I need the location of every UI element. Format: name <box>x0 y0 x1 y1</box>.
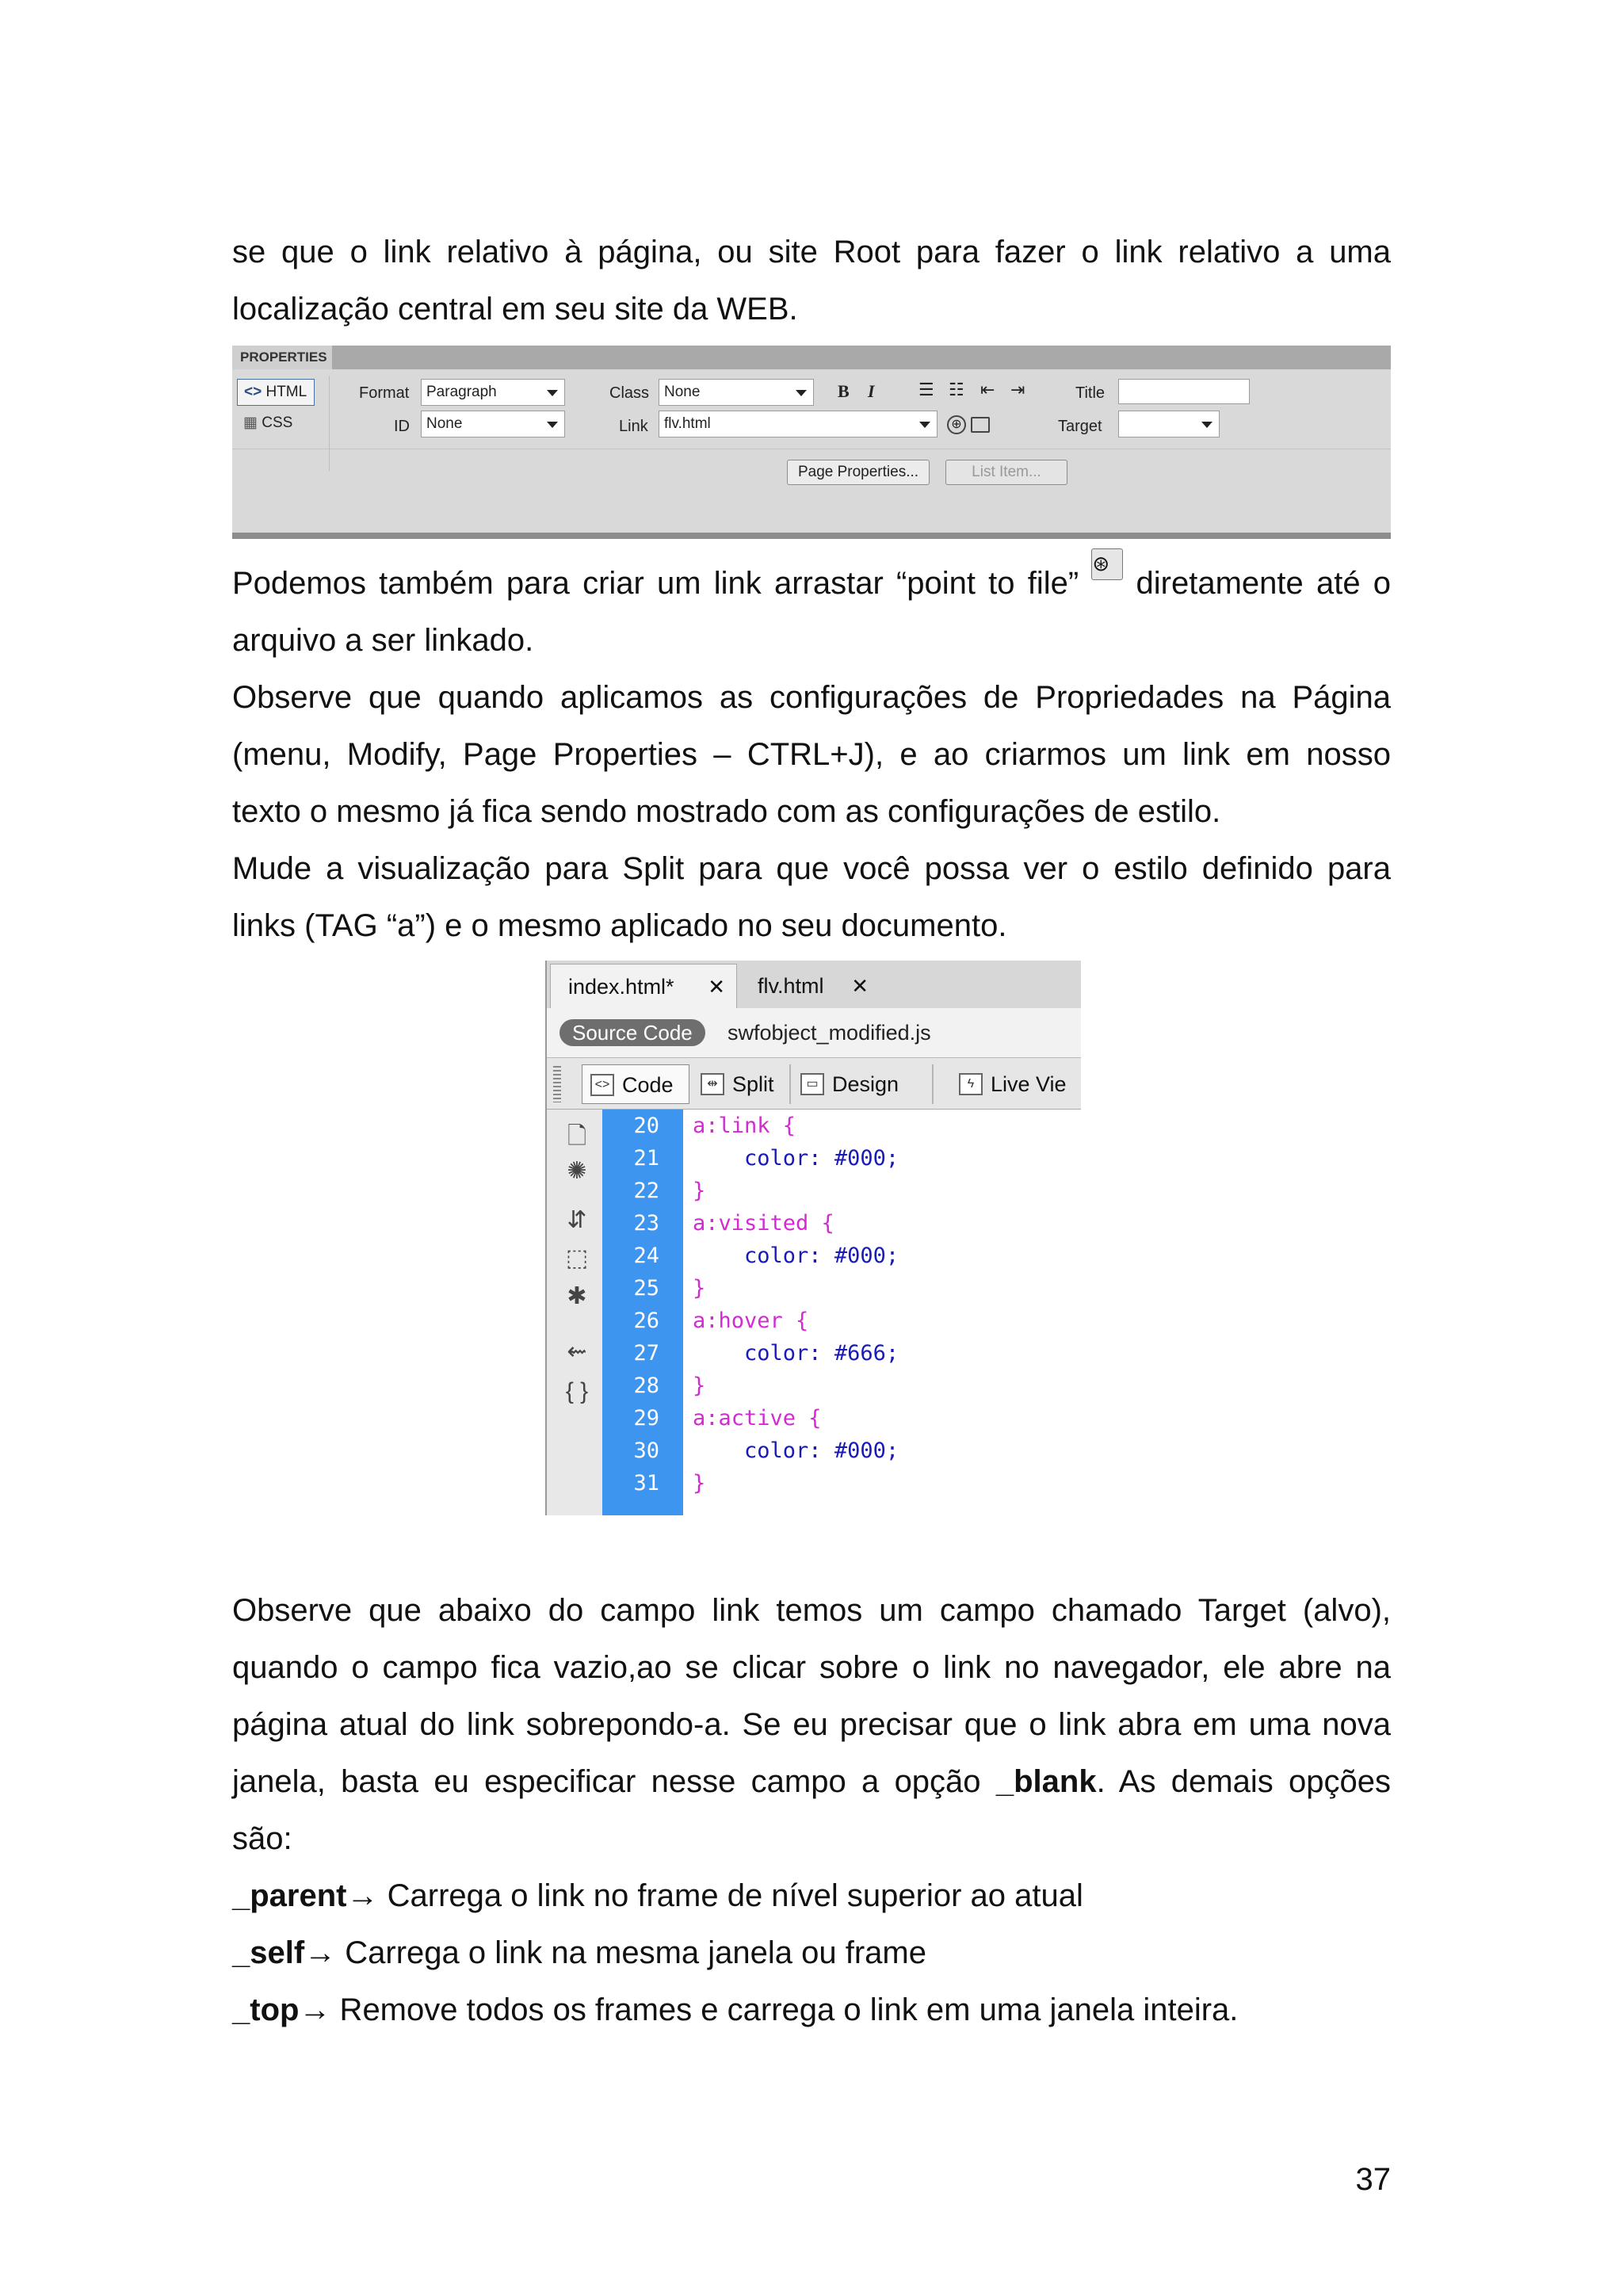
css-icon: ▦ <box>243 415 258 431</box>
ordered-list-icon[interactable]: ☷ <box>949 380 964 399</box>
apply-source-formatting-icon[interactable]: { } <box>565 1378 589 1404</box>
design-icon: ▭ <box>800 1073 824 1095</box>
target-options-list <box>232 1867 1391 2038</box>
code-line <box>693 1110 796 1142</box>
list-item <box>232 1924 1391 1981</box>
code-line <box>693 1305 808 1337</box>
code-line <box>693 1240 899 1272</box>
properties-panel <box>232 346 1391 539</box>
link-label: Link <box>619 418 648 435</box>
tab-index-html[interactable] <box>550 964 737 1008</box>
css-property: color: <box>693 1244 834 1268</box>
chevron-down-icon <box>547 422 558 428</box>
text-line: (menu, Modify, Page Properties – CTRL+J), e ao criarmos um link em nosso <box>232 737 1391 772</box>
option-blank: _blank <box>995 1764 1097 1799</box>
code-line <box>693 1467 705 1499</box>
css-brace: } <box>693 1373 706 1398</box>
text-fragment: diretamente até o <box>1136 566 1391 601</box>
css-brace: } <box>693 1179 706 1203</box>
button-label: Code <box>622 1073 674 1097</box>
select-parent-tag-icon[interactable]: ⬚ <box>565 1245 589 1271</box>
lightning-icon: ϟ <box>959 1073 983 1095</box>
option-name: _top <box>232 1992 300 2027</box>
format-value: Paragraph <box>426 384 497 400</box>
line-number: 24 <box>633 1244 659 1268</box>
text-line: arquivo a ser linkado. <box>232 623 534 658</box>
code-line <box>693 1402 822 1435</box>
css-selector: a:hover { <box>693 1308 809 1333</box>
button-label: Design <box>832 1072 899 1096</box>
paragraph-intro <box>232 223 1391 338</box>
properties-header <box>232 346 1391 369</box>
chevron-down-icon <box>919 422 930 428</box>
live-view-button[interactable] <box>951 1064 1081 1104</box>
link-input[interactable] <box>659 411 938 437</box>
code-editor-screenshot <box>545 961 1081 1515</box>
italic-button[interactable]: I <box>868 381 875 401</box>
html-toggle[interactable] <box>237 379 315 406</box>
text-line: links (TAG “a”) e o mesmo aplicado no seu documento. <box>232 908 1007 943</box>
code-line <box>693 1370 705 1402</box>
close-icon[interactable]: ✕ <box>708 975 725 999</box>
paragraph-point-to-file <box>232 552 1391 669</box>
chevron-down-icon <box>547 390 558 396</box>
line-number: 31 <box>633 1471 659 1496</box>
split-icon: ⇹ <box>701 1073 724 1095</box>
outdent-icon[interactable]: ⇤ <box>980 380 995 399</box>
code-icon: <> <box>590 1074 614 1096</box>
divider <box>329 376 330 471</box>
code-line <box>693 1272 705 1305</box>
id-value: None <box>426 415 463 432</box>
text-line <box>232 552 1391 612</box>
format-label: Format <box>359 384 410 402</box>
code-line <box>693 1207 834 1240</box>
page-properties-button[interactable]: Page Properties... <box>787 460 930 485</box>
list-item-button[interactable]: List Item... <box>945 460 1067 485</box>
arrow-right-icon: → <box>304 1935 337 1970</box>
text-line: Observe que abaixo do campo link temos um campo chamado Target (alvo), <box>232 1593 1391 1628</box>
option-name: _parent <box>232 1878 347 1913</box>
css-toggle-label: CSS <box>262 415 293 431</box>
arrow-right-icon: → <box>346 1878 379 1913</box>
divider <box>789 1064 791 1104</box>
paragraph-split-view <box>232 840 1391 954</box>
panel-border <box>232 533 1391 539</box>
line-number: 23 <box>633 1211 659 1236</box>
title-input[interactable] <box>1118 379 1250 404</box>
line-number: 29 <box>633 1406 659 1431</box>
class-label: Class <box>609 384 650 402</box>
related-file-link[interactable]: swfobject_modified.js <box>727 1021 931 1045</box>
css-value: #000; <box>834 1244 899 1268</box>
balance-braces-icon[interactable]: ✱ <box>567 1283 587 1309</box>
text-line <box>232 1753 1391 1810</box>
css-value: #666; <box>834 1341 899 1366</box>
properties-tab[interactable]: PROPERTIES <box>232 346 332 369</box>
page-number: 37 <box>1355 2162 1391 2197</box>
css-value: #000; <box>834 1438 899 1463</box>
unordered-list-icon[interactable]: ☰ <box>918 380 934 399</box>
tab-flv-html[interactable] <box>740 964 880 1008</box>
source-code-button[interactable]: Source Code <box>559 1019 705 1046</box>
code-area[interactable] <box>683 1110 1081 1515</box>
text-fragment: . As demais opções <box>1096 1764 1392 1799</box>
text-line: se que o link relativo à página, ou site Root para fazer o link relativo a uma <box>232 235 1391 269</box>
css-toggle[interactable] <box>237 411 315 437</box>
line-number: 26 <box>633 1308 659 1333</box>
line-numbers-icon[interactable]: ⇜ <box>567 1339 587 1365</box>
format-select[interactable] <box>421 379 565 406</box>
option-description: Carrega o link no frame de nível superior ao atual <box>378 1878 1083 1913</box>
line-numbers <box>602 1110 683 1515</box>
open-documents-icon[interactable]: 🗋 <box>567 1123 587 1149</box>
tab-label: index.html* <box>568 975 674 999</box>
button-label: Live Vie <box>991 1072 1067 1096</box>
point-to-file-icon: ⊛ <box>1091 548 1123 580</box>
css-property: color: <box>693 1438 834 1463</box>
code-line <box>693 1435 899 1467</box>
text-fragment: janela, basta eu especificar nesse campo a opção <box>232 1764 996 1799</box>
option-name: _self <box>232 1935 305 1970</box>
code-line <box>693 1142 899 1175</box>
css-property: color: <box>693 1146 834 1171</box>
line-number: 30 <box>633 1438 659 1463</box>
toolbar-grip[interactable] <box>553 1066 561 1102</box>
id-select[interactable] <box>421 411 565 437</box>
code-icon: <> <box>244 384 262 400</box>
split-view-button[interactable] <box>693 1064 788 1104</box>
text-line: localização central em seu site da WEB. <box>232 292 798 327</box>
paragraph-target <box>232 1582 1391 1867</box>
document-toolbar <box>547 1058 1081 1110</box>
text-line: são: <box>232 1821 292 1856</box>
divider <box>932 1064 934 1104</box>
css-brace: } <box>693 1471 706 1496</box>
css-selector: a:active { <box>693 1406 822 1431</box>
class-select[interactable] <box>659 379 814 406</box>
text-fragment: Podemos também para criar um link arrastar “point to file” <box>232 566 1079 601</box>
line-number: 28 <box>633 1373 659 1398</box>
button-label: Split <box>732 1072 774 1096</box>
text-line: texto o mesmo já fica sendo mostrado com as configurações de estilo. <box>232 794 1221 829</box>
target-select[interactable] <box>1118 411 1220 437</box>
arrow-right-icon: → <box>299 1992 331 2027</box>
list-item <box>232 1981 1391 2038</box>
class-value: None <box>664 384 701 400</box>
indent-icon[interactable]: ⇥ <box>1010 380 1025 399</box>
css-value: #000; <box>834 1146 899 1171</box>
html-toggle-label: HTML <box>265 384 307 400</box>
collapse-tag-icon[interactable]: ✺ <box>567 1158 587 1184</box>
code-line <box>693 1337 899 1370</box>
css-brace: } <box>693 1276 706 1301</box>
link-value: flv.html <box>664 415 711 432</box>
css-property: color: <box>693 1341 834 1366</box>
text-line: quando o campo fica vazio,ao se clicar sobre o link no navegador, ele abre na <box>232 1650 1391 1685</box>
bold-button[interactable]: B <box>838 381 850 401</box>
folder-icon[interactable] <box>971 417 990 433</box>
chevron-down-icon <box>1201 422 1212 428</box>
css-selector: a:link { <box>693 1114 796 1138</box>
text-line: página atual do link sobrepondo-a. Se eu precisar que o link abra em uma nova <box>232 1707 1391 1742</box>
document-tabs <box>547 961 1081 1008</box>
title-label: Title <box>1075 384 1106 402</box>
css-selector: a:visited { <box>693 1211 834 1236</box>
line-number: 22 <box>633 1179 659 1203</box>
chevron-down-icon <box>796 390 807 396</box>
line-number: 27 <box>633 1341 659 1366</box>
related-files-bar <box>547 1008 1081 1058</box>
close-icon[interactable]: ✕ <box>851 974 869 998</box>
text-line: Observe que quando aplicamos as configurações de Propriedades na Página <box>232 680 1391 715</box>
option-description: Remove todos os frames e carrega o link em uma janela inteira. <box>330 1992 1239 2027</box>
code-line <box>693 1175 705 1207</box>
line-number: 20 <box>633 1114 659 1138</box>
expand-all-icon[interactable]: ⇵ <box>567 1207 587 1233</box>
tab-label: flv.html <box>758 974 824 998</box>
list-item <box>232 1867 1391 1924</box>
point-to-file-icon[interactable]: ⊕ <box>947 415 966 434</box>
text-line: Mude a visualização para Split para que você possa ver o estilo definido para <box>232 851 1391 886</box>
paragraph-page-properties <box>232 669 1391 840</box>
line-number: 21 <box>633 1146 659 1171</box>
target-label: Target <box>1058 418 1102 435</box>
design-view-button[interactable] <box>792 1064 911 1104</box>
line-number: 25 <box>633 1276 659 1301</box>
code-view-button[interactable] <box>582 1064 689 1104</box>
id-label: ID <box>394 418 410 435</box>
coding-toolbar <box>547 1110 602 1515</box>
option-description: Carrega o link na mesma janela ou frame <box>336 1935 926 1970</box>
